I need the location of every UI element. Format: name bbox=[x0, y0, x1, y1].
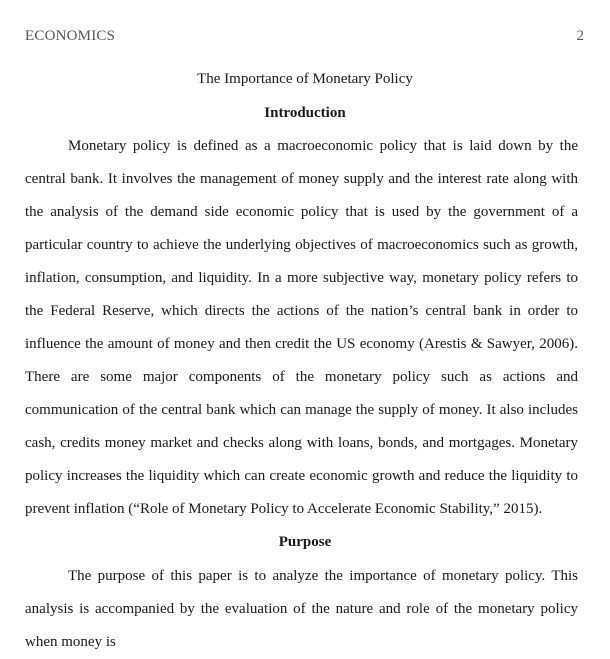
section-heading-introduction: Introduction bbox=[264, 105, 346, 121]
page-number: 2 bbox=[576, 28, 584, 44]
section-heading-purpose: Purpose bbox=[278, 534, 332, 550]
purpose-paragraph: The purpose of this paper is to analyze the importance of monetary policy. This analysis is accompanied by the evaluation of the nature and role of the monetary policy when money is bbox=[25, 568, 578, 650]
introduction-paragraph: Monetary policy is defined as a macroeconomic policy that is laid down by the central bank. It involves the management of money supply and the interest rate along with the analysis of the demand side economic policy that is used by the government of a particular country to achieve the underlying objectives of macroeconomics such as growth, inflation, consumption, and liquidity. In a more subjective way, monetary policy refers to the Federal Reserve, which directs the actions of the nation’s central bank in order to influence the amount of money and then credit the US economy (Arestis & Sawyer, 2006). There are some major components of the monetary policy such as actions and communication of the central bank which can manage the supply of money. It also includes cash, credits money market and checks along with loans, bonds, and mortgages. Monetary policy increases the liquidity which can create economic growth and reduce the liquidity to prevent inflation (“Role of Monetary Policy to Accelerate Economic Stability,” 2015). bbox=[25, 138, 578, 517]
paper-title: The Importance of Monetary Policy bbox=[197, 71, 413, 87]
running-head: ECONOMICS bbox=[25, 28, 116, 44]
